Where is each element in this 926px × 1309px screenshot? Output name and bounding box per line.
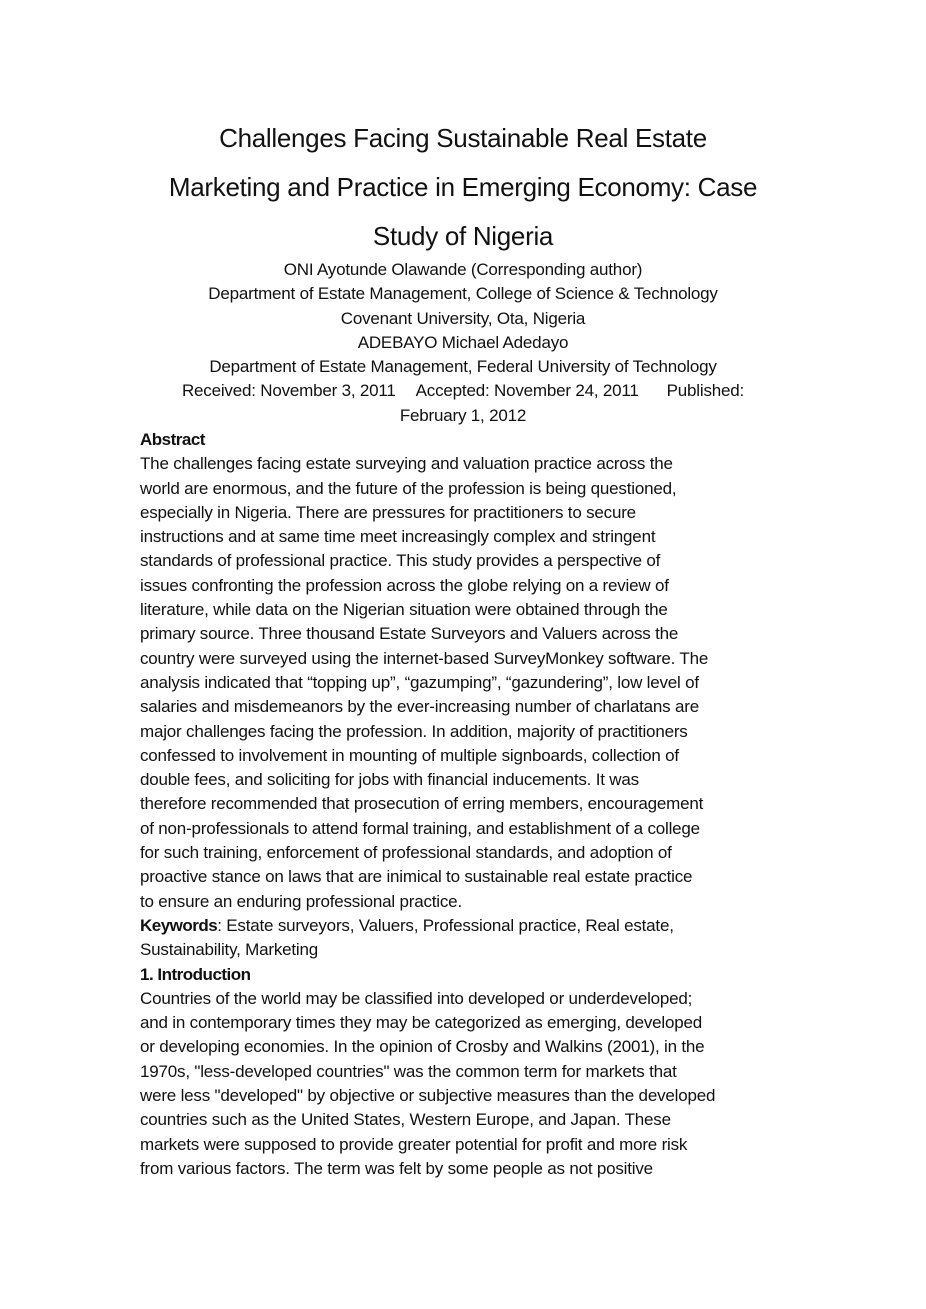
abstract-line: confessed to involvement in mounting of multiple signboards, collection of	[140, 745, 679, 765]
introduction-text	[140, 987, 800, 1181]
author-2-affiliation: Department of Estate Management, Federal University of Technology	[209, 357, 717, 377]
abstract-line: double fees, and soliciting for jobs with financial inducements. It was	[140, 770, 639, 790]
abstract-line: primary source. Three thousand Estate Surveyors and Valuers across the	[140, 624, 679, 644]
abstract-line: salaries and misdemeanors by the ever-increasing number of charlatans are	[140, 697, 699, 717]
introduction-line: were less "developed" by objective or subjective measures than the developed	[140, 1086, 716, 1106]
keywords-label: Keywords	[140, 915, 218, 935]
abstract-line: proactive stance on laws that are inimical to sustainable real estate practice	[140, 867, 693, 887]
title-line: Marketing and Practice in Emerging Economy: Case	[168, 172, 758, 202]
abstract-line: standards of professional practice. This study provides a perspective of	[140, 551, 661, 571]
introduction-line: and in contemporary times they may be categorized as emerging, developed	[140, 1013, 703, 1033]
introduction-line: countries such as the United States, Western Europe, and Japan. These	[140, 1110, 671, 1130]
publication-dates	[0, 379, 926, 403]
abstract-line: issues confronting the profession across the globe relying on a review of	[140, 575, 669, 595]
introduction-heading: 1. Introduction	[140, 964, 251, 984]
keywords-list-line: Estate surveyors, Valuers, Professional practice, Real estate,	[226, 915, 674, 935]
abstract-line: analysis indicated that “topping up”, “gazumping”, “gazundering”, low level of	[140, 672, 699, 692]
author-2-name: ADEBAYO Michael Adedayo	[357, 332, 569, 352]
abstract-line: to ensure an enduring professional practice.	[140, 891, 462, 911]
author-block	[0, 258, 926, 428]
introduction-line: or developing economies. In the opinion of Crosby and Walkins (2001), in the	[140, 1037, 705, 1057]
paper-title	[0, 114, 926, 261]
author-1-name: ONI Ayotunde Olawande (Corresponding author)	[283, 260, 643, 279]
published-date: February 1, 2012	[399, 405, 527, 425]
title-line: Study of Nigeria	[372, 221, 554, 251]
abstract-line: world are enormous, and the future of the profession is being questioned,	[140, 478, 677, 498]
abstract-line: literature, while data on the Nigerian situation were obtained through the	[140, 600, 668, 620]
abstract-heading: Abstract	[140, 430, 205, 449]
keywords	[140, 914, 800, 963]
keywords-separator: :	[217, 915, 227, 935]
title-line: Challenges Facing Sustainable Real Estate	[219, 123, 707, 153]
introduction-line: 1970s, "less-developed countries" was the common term for markets that	[140, 1061, 677, 1081]
accepted-date: Accepted: November 24, 2011	[415, 381, 639, 401]
abstract-line: especially in Nigeria. There are pressures for practitioners to secure	[140, 502, 636, 522]
keywords-list-line: Sustainability, Marketing	[140, 940, 318, 960]
abstract-line: instructions and at same time meet increasingly complex and stringent	[140, 527, 656, 547]
abstract-line: therefore recommended that prosecution of erring members, encouragement	[140, 794, 704, 814]
author-1-affiliation: Department of Estate Management, College of Science & Technology	[208, 284, 718, 304]
introduction-line: markets were supposed to provide greater potential for profit and more risk	[140, 1134, 688, 1154]
abstract-line: major challenges facing the profession. In addition, majority of practitioners	[140, 721, 688, 741]
abstract-line: for such training, enforcement of professional standards, and adoption of	[140, 843, 672, 863]
abstract-line: country were surveyed using the internet-based SurveyMonkey software. The	[140, 648, 709, 668]
abstract-text	[140, 452, 800, 914]
abstract-line: of non-professionals to attend formal training, and establishment of a college	[140, 818, 700, 838]
introduction-line: Countries of the world may be classified into developed or underdeveloped;	[140, 988, 693, 1008]
author-1-institution: Covenant University, Ota, Nigeria	[340, 308, 586, 328]
introduction-line: from various factors. The term was felt by some people as not positive	[140, 1158, 653, 1178]
abstract-line: The challenges facing estate surveying and valuation practice across the	[140, 454, 673, 474]
paper-body	[140, 428, 800, 1181]
published-label: Published:	[666, 381, 745, 401]
received-date: Received: November 3, 2011	[181, 381, 396, 401]
